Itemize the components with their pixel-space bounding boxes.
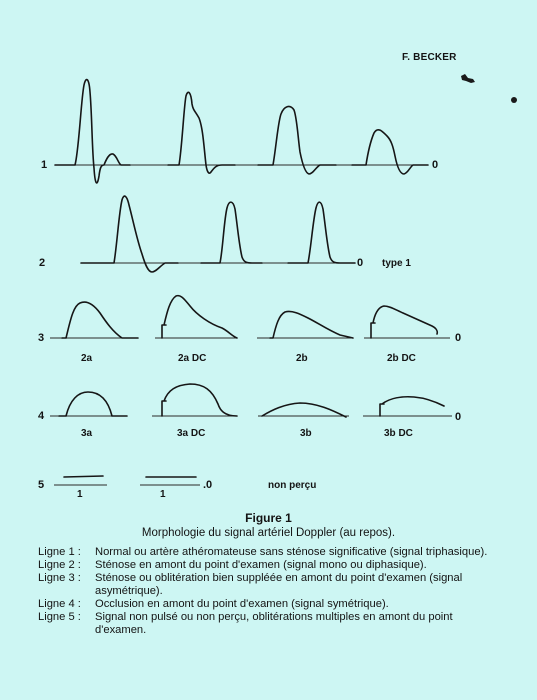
legend-line-label: Ligne 4 : (38, 598, 81, 611)
row-5-tick-1: 1 (77, 489, 83, 500)
legend-line-text: Sténose ou oblitération bien suppléée en amont du point d'examen (signal asymétrique). (95, 572, 463, 597)
row-5-non-percu-label: non perçu (268, 480, 317, 491)
row-number-4: 4 (38, 410, 45, 422)
row-2-type-label: type 1 (382, 258, 411, 269)
row-4-zero-label: 0 (455, 411, 462, 423)
row-number-2: 2 (39, 257, 46, 269)
waveform-3b-dc (380, 397, 444, 416)
waveform-row1-rounded (168, 92, 235, 173)
legend-line-label: Ligne 1 : (38, 546, 81, 558)
ink-dot (511, 97, 517, 103)
label-3b: 3b (300, 428, 312, 439)
label-2b: 2b (296, 353, 308, 364)
author-name: F. BECKER (402, 52, 457, 63)
legend-line-1 (38, 546, 498, 559)
figure-title: Figure 1 (245, 511, 292, 525)
waveform-row2-monophasic-a (201, 202, 262, 263)
label-2a: 2a (81, 353, 93, 364)
legend-line-label: Ligne 3 : (38, 572, 81, 585)
row-number-5: 5 (38, 479, 45, 491)
waveform-2b-dc (371, 306, 437, 338)
legend-line-text: Occlusion en amont du point d'examen (signal symétrique). (95, 598, 389, 611)
legend-line-4 (38, 598, 498, 611)
label-2a-dc: 2a DC (178, 353, 207, 364)
waveform-row2-monophasic-b (288, 202, 355, 263)
waveform-row1-broad (258, 107, 336, 174)
waveform-row1-flattened (352, 130, 428, 174)
waveform-2b (270, 311, 353, 338)
waveform-row1-triphasic (55, 80, 130, 183)
row-5-zero-label: .0 (203, 479, 213, 491)
ink-smudge (461, 74, 475, 83)
figure-legend (38, 546, 498, 637)
waveform-2a-dc (162, 296, 237, 338)
row-number-3: 3 (38, 332, 45, 344)
label-3a: 3a (81, 428, 93, 439)
figure-subtitle: Morphologie du signal artériel Doppler (au repos). (141, 527, 396, 539)
waveform-3a-dc (162, 384, 237, 416)
waveform-3a (59, 392, 127, 416)
legend-line-label: Ligne 5 : (38, 611, 81, 624)
legend-line-label: Ligne 2 : (38, 559, 81, 572)
row-number-1: 1 (41, 159, 48, 171)
label-3a-dc: 3a DC (177, 428, 206, 439)
legend-line-text: Sténose en amont du point d'examen (signal mono ou diphasique). (95, 559, 427, 572)
waveform-row5-flat-1 (64, 476, 103, 477)
label-2b-dc: 2b DC (387, 353, 416, 364)
legend-line-text: Signal non pulsé ou non perçu, oblitérations multiples en amont du point d'examen. (95, 611, 453, 636)
row-1-zero-label: 0 (432, 159, 439, 171)
row-3-zero-label: 0 (455, 332, 462, 344)
waveform-row2-biphasic (81, 196, 178, 272)
legend-line-text: Normal ou artère athéromateuse sans sténose significative (signal triphasique). (95, 546, 488, 558)
label-3b-dc: 3b DC (384, 428, 413, 439)
legend-line-3 (38, 572, 498, 597)
waveform-3b (262, 403, 346, 417)
legend-line-2 (38, 559, 498, 572)
waveform-2a (62, 302, 138, 338)
row-5-tick-2: 1 (160, 489, 166, 500)
row-2-zero-label: 0 (357, 257, 364, 269)
legend-line-5 (38, 611, 498, 636)
